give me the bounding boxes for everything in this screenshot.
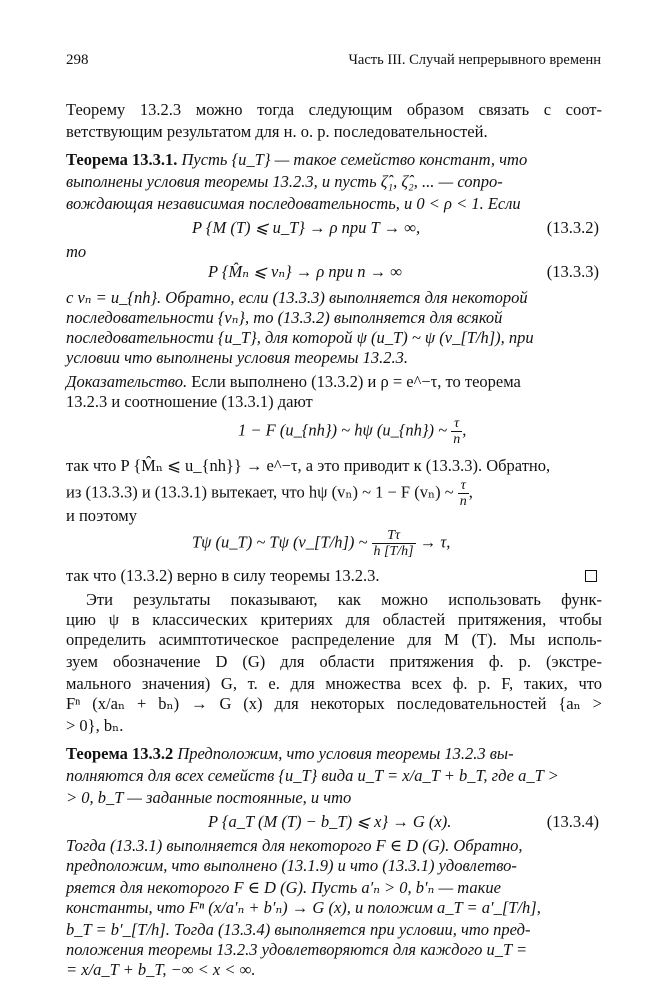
- fraction-tau-over-n-2: [458, 478, 469, 509]
- equation-asymptotic-2-right: → τ,: [419, 532, 451, 552]
- fraction-denominator: n: [453, 432, 461, 447]
- theorem-13-3-2-text-2: полняются для всех семейств {u_T} вида u_T = x/a_T + b_T, где a_T >: [66, 766, 559, 785]
- fraction-tau-over-n: [451, 416, 462, 447]
- theorem-13-3-1-text-3: вождающая независимая последовательность, и 0 < ρ < 1. Если: [66, 194, 521, 213]
- theorem-13-3-2-text-8: b_T = b′_[T/h]. Тогда (13.3.4) выполняется при условии, что пред-: [66, 920, 531, 939]
- theorem-13-3-1-label: Теорема 13.3.1.: [66, 150, 178, 169]
- fraction-denominator-2: n: [459, 494, 467, 509]
- theorem-13-3-1-text-2: выполнены условия теоремы 13.2.3, и пусть ζ̂₁, ζ̂₂, ... — сопро-: [66, 172, 503, 191]
- fraction-numerator-3: Tτ: [372, 528, 416, 544]
- theorem-13-3-1-first-line: [66, 150, 602, 170]
- qed-square-icon: [585, 570, 597, 582]
- equation-number-13-3-3: (13.3.3): [546, 262, 599, 281]
- theorem-13-3-1-text-4: с vₙ = u_{nh}. Обратно, если (13.3.3) выполняется для некоторой: [66, 288, 528, 307]
- theorem-13-3-2-text-4: Тогда (13.3.1) выполняется для некоторого F ∈ D (G). Обратно,: [66, 836, 523, 855]
- proof-text-4-tail: ,: [468, 482, 473, 502]
- proof-label: Доказательство.: [66, 372, 188, 391]
- proof-text-3: так что P {M̂ₙ ⩽ u_{nh}} → e^−τ, а это приводит к (13.3.3). Обратно,: [66, 456, 551, 475]
- equation-13-3-4: P {a_T (M (T) − b_T) ⩽ x} → G (x).: [208, 812, 452, 831]
- intro-line-1: Теорему 13.2.3 можно тогда следующим образом связать с соот-: [66, 100, 602, 119]
- page-number: 298: [66, 52, 89, 68]
- theorem-13-3-2-text-3: > 0, b_T — заданные постоянные, и что: [66, 788, 352, 807]
- theorem-13-3-1-text-7: условии что выполнены условия теоремы 13.2.3.: [66, 348, 408, 367]
- intro-line-2: ветствующим результатом для н. о. р. последовательностей.: [66, 122, 488, 141]
- theorem-13-3-1-text-1: Пусть {u_T} — такое семейство констант, что: [181, 150, 528, 169]
- fraction-denominator-3: h [T/h]: [373, 544, 414, 559]
- paragraph-2-line-1: Эти результаты показывают, как можно использовать функ-: [86, 590, 602, 609]
- equation-number-13-3-2: (13.3.2): [546, 218, 599, 237]
- then-word: то: [66, 242, 87, 261]
- paragraph-2-line-5: мального значения) G, т. е. для множества всех ф. р. F, таких, что: [66, 674, 602, 693]
- paragraph-2-line-2: цию ψ в классических критериях для областей притяжения, чтобы: [66, 610, 602, 629]
- theorem-13-3-2-label: Теорема 13.3.2: [66, 744, 174, 763]
- fraction-t-tau: [372, 528, 416, 559]
- equation-asymptotic-2: [192, 528, 450, 559]
- proof-text-1: Если выполнено (13.3.2) и ρ = e^−τ, то теорема: [191, 372, 521, 391]
- equation-asymptotic-2-left: Tψ (u_T) ~ Tψ (v_[T/h]) ~: [192, 532, 368, 552]
- theorem-13-3-2-first-line: [66, 744, 602, 764]
- fraction-numerator: τ: [451, 416, 462, 432]
- proof-text-6: так что (13.3.2) верно в силу теоремы 13.2.3.: [66, 566, 380, 585]
- equation-number-13-3-4: (13.3.4): [546, 812, 599, 831]
- proof-text-5: и поэтому: [66, 506, 137, 525]
- theorem-13-3-2-text-10: = x/a_T + b_T, −∞ < x < ∞.: [66, 960, 256, 979]
- paragraph-2-line-4: зуем обозначение D (G) для области притяжения ф. р. (экстре-: [66, 652, 602, 671]
- paragraph-2-line-7: > 0}, bₙ.: [66, 716, 124, 735]
- theorem-13-3-2-text-9: положения теоремы 13.2.3 удовлетворяются для каждого u_T =: [66, 940, 528, 959]
- paragraph-2-line-6: Fⁿ (x/aₙ + bₙ) → G (x) для некоторых последовательностей {aₙ >: [66, 694, 602, 713]
- equation-13-3-2: P {M (T) ⩽ u_T} → ρ при T → ∞,: [192, 218, 421, 237]
- proof-text-4-line: [66, 478, 602, 509]
- running-head: Часть III. Случай непрерывного временн: [348, 52, 601, 68]
- proof-first-line: [66, 372, 602, 392]
- theorem-13-3-2-text-1: Предположим, что условия теоремы 13.2.3 вы-: [177, 744, 514, 763]
- fraction-numerator-2: τ: [458, 478, 469, 494]
- theorem-13-3-2-text-5: предположим, что выполнено (13.1.9) и что (13.3.1) удовлетво-: [66, 856, 517, 875]
- theorem-13-3-2-text-7: константы, что Fⁿ (x/a′ₙ + b′ₙ) → G (x), и положим a_T = a′_[T/h],: [66, 898, 541, 917]
- equation-asymptotic-1: [238, 416, 466, 447]
- proof-text-4: из (13.3.3) и (13.3.1) вытекает, что hψ (vₙ) ~ 1 − F (vₙ) ~: [66, 482, 454, 502]
- equation-13-3-3: P {M̂ₙ ⩽ vₙ} → ρ при n → ∞: [208, 262, 403, 281]
- theorem-13-3-2-text-6: ряется для некоторого F ∈ D (G). Пусть a′ₙ > 0, b′ₙ — такие: [66, 878, 501, 897]
- proof-text-2: 13.2.3 и соотношение (13.3.1) дают: [66, 392, 313, 411]
- theorem-13-3-1-text-6: последовательности {u_T}, для которой ψ (u_T) ~ ψ (v_[T/h]), при: [66, 328, 534, 347]
- theorem-13-3-1-text-5: последовательности {vₙ}, то (13.3.2) выполняется для всякой: [66, 308, 503, 327]
- equation-asymptotic-1-left: 1 − F (u_{nh}) ~ hψ (u_{nh}) ~: [238, 420, 448, 440]
- paragraph-2-line-3: определить асимптотическое распределение для M (T). Мы исполь-: [66, 630, 602, 649]
- equation-asymptotic-1-tail: ,: [462, 420, 467, 440]
